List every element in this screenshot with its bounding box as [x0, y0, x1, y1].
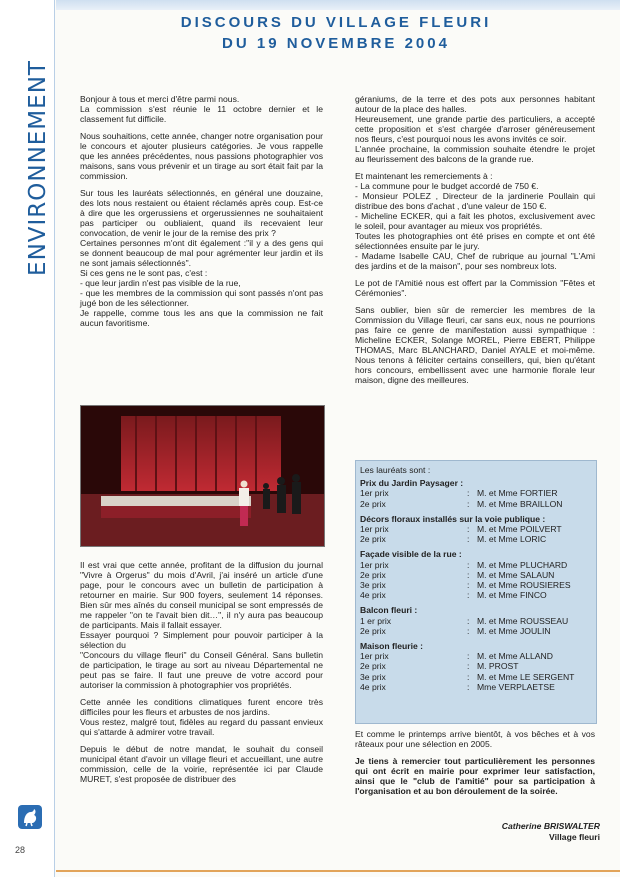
page-title [86, 12, 586, 54]
category-title: Balcon fleuri : [360, 605, 418, 616]
event-photo [80, 405, 325, 547]
page-number: 28 [15, 845, 26, 855]
right-column [355, 94, 595, 392]
paragraph: Depuis le début de notre mandat, le souhait du conseil municipal étant d'avoir un village fleuri et accueillant, une autre commission, celle de la voirie, représentée ici par Claude MURET, s'est proposée de distribuer des [80, 744, 323, 784]
section-title: ENVIRONNEMENT [25, 60, 51, 276]
intro-paragraph: Bonjour à tous et merci d'être parmi nous. La commission s'est réunie le 11 octobre dernier et le classement fut difficile. [80, 94, 323, 124]
laureat-row: 2e prix : M. et Mme LORIC [360, 534, 547, 545]
bottom-rule [56, 870, 620, 872]
paragraph: Certaines personnes m'ont dit également :"il y a des gens qui se donnent beaucoup de mal pour agrémenter leur jardin et ils ne sont jamais sélectionnés". Si ces gens ne le sont pas, c'est : - que leur jardin n'est pas visible de la rue, - que les membres de la commission qui sont passés n'ont pas jugé bon de les sélectionner. Je rappelle, comme tous les ans que la commission ne fait aucun favoritisme. [80, 238, 323, 328]
category-title: Prix du Jardin Paysager : [360, 478, 464, 489]
title-line-1: DISCOURS DU VILLAGE FLEURI [180, 14, 492, 31]
laureat-row: 2e prix : M. PROST [360, 661, 519, 672]
laureat-row: 1 er prix : M. et Mme ROUSSEAU [360, 615, 569, 626]
laureat-row: 2e prix : M. et Mme SALAUN [360, 569, 555, 580]
laureat-row: 1er prix : M. et Mme ALLAND [360, 651, 553, 662]
category-title: Façade visible de la rue : [360, 549, 462, 560]
paragraph: Cette année les conditions climatiques furent encore très difficiles pour les fleurs et arbustes de nos jardins. Vous restez, malgré tout, fidèles au regard du passant envieux qui s'attarde à admirer votre travail. [80, 697, 323, 737]
laureats-category [356, 476, 596, 509]
paragraph: Sans oublier, bien sûr de remercier les membres de la Commission du Village fleuri, car sans eux, nous ne pourrions pas faire ce genre de manifestation aussi sympathique : Micheline ECKER, Solange MOREL, Pierre EBERT, Philippe THOMAS, Marc BLANCHARD, Daniel AYALE et moi-même. Nous tenons à féliciter certains conseillers, qui, bien qu'étant hors concours, embellissent avec une harmonie florale leur maison, digne des meilleures. [355, 305, 595, 385]
title-line-2: DU 19 NOVEMBRE 2004 [222, 35, 450, 52]
category-title: Décors floraux installés sur la voie publique : [360, 513, 546, 524]
laureats-category [356, 512, 596, 545]
laureat-row: 1er prix : M. et Mme FORTIER [360, 488, 558, 499]
laureat-row: 1er prix : M. et Mme PLUCHARD [360, 559, 568, 570]
laureats-category [356, 603, 596, 636]
laureat-row: 4e prix : Mme VERPLAETSE [360, 681, 555, 692]
signature-role: Village fleuri [549, 832, 600, 842]
laureats-box [355, 460, 597, 724]
paragraph: Et comme le printemps arrive bientôt, à vos bêches et à vos râteaux pour une sélection en 2005. [355, 729, 595, 749]
laureats-intro: Les lauréats sont : [360, 465, 431, 475]
right-column-lower [355, 729, 595, 803]
paragraph: Nous souhaitions, cette année, changer notre organisation pour le concours et ajouter plusieurs catégories. Je vous rappelle que les années précédentes, nous passions photographier vos maisons, sans vous prévenir et un tirage au sort était fait par la commission. [80, 131, 323, 181]
paragraph: Sur tous les lauréats sélectionnés, en général une douzaine, des lots nous restaient ou étaient réclamés après coup. Est-ce à dire que les orgerussiens et orgerussiennes ne souhaitaient pas participer ou oubliaient, quand ils recevaient leur convocation, de venir le jour de la remise des prix ? [80, 188, 323, 238]
left-column [80, 94, 323, 335]
closing-paragraph: Je tiens à remercier tout particulièrement les personnes qui ont écrit en mairie pour exprimer leur satisfaction, ainsi que le "club de l'amitié" pour sa participation à l'organisation et au bon déroulement de la soirée. [355, 756, 595, 796]
signature-name: Catherine BRISWALTER [501, 821, 600, 831]
paragraph: Le pot de l'Amitié nous est offert par la Commission "Fêtes et Cérémonies". [355, 278, 595, 298]
laureat-row: 4e prix : M. et Mme FINCO [360, 590, 547, 601]
thanks-paragraph: Et maintenant les remerciements à : - La commune pour le budget accordé de 750 €. - Monsieur POLEZ , Directeur de la jardinerie Poullain qui distribue des bons d'achat , d'une valeur de 150 €. - Micheline ECKER, qui a fait les photos, exclusivement avec le soleil, pour avantager au mieux vos propriétés. Toutes les photographies ont été prises en compte et ont été sélectionnées ensuite par le jury. - Madame Isabelle CAU, Chef de rubrique au journal "L'Ami des jardins et de la maison", pour ses nombreux lots. [355, 171, 595, 271]
sidebar [0, 0, 55, 877]
laureat-row: 2e prix : M. et Mme BRAILLON [360, 498, 563, 509]
section-band [10, 40, 50, 300]
header-bar [56, 0, 620, 10]
laureat-row: 2e prix : M. et Mme JOULIN [360, 625, 551, 636]
laureats-category [356, 547, 596, 600]
laureats-category [356, 639, 596, 692]
laureat-row: 3e prix : M. et Mme ROUSIERES [360, 580, 571, 591]
signature [440, 821, 600, 843]
left-column-lower [80, 560, 323, 791]
paragraph: Il est vrai que cette année, profitant de la diffusion du journal "Vivre à Orgerus" du mois d'Avril, j'ai inséré un article d'une page, pour le concours avec un bulletin de participation à retourner en mairie. Sur 900 foyers, seulement 14 réponses. Bien sûr mes aînés du conseil municipal se sont empressés de me rappeler "on te l'avait bien dit…", il n'y aura pas beaucoup de participants. Mais il fallait essayer. Essayer pourquoi ? Simplement pour pouvoir participer à la sélection du "Concours du village fleuri" du Conseil Général. Sans bulletin de participation, le tirage au sort au niveau Départemental ne peut pas se faire. Il faut une preuve de votre accord pour autoriser la commission à photographier vos propriétés. [80, 560, 323, 690]
rooster-logo-icon [18, 805, 42, 829]
paragraph: géraniums, de la terre et des pots aux personnes habitant autour de la place des halles. Heureusement, une grande partie des particuliers, a accepté cette proposition et s'est chargée d'arroser généreusement nos fleurs, c'est pourquoi nous les avons invités ce soir. L'année prochaine, la commission souhaite étendre le projet au fleurissement des balcons de la grande rue. [355, 94, 595, 164]
laureat-row: 1er prix : M. et Mme POILVERT [360, 524, 562, 535]
laureat-row: 3e prix : M. et Mme LE SERGENT [360, 671, 575, 682]
category-title: Maison fleurie : [360, 641, 424, 652]
